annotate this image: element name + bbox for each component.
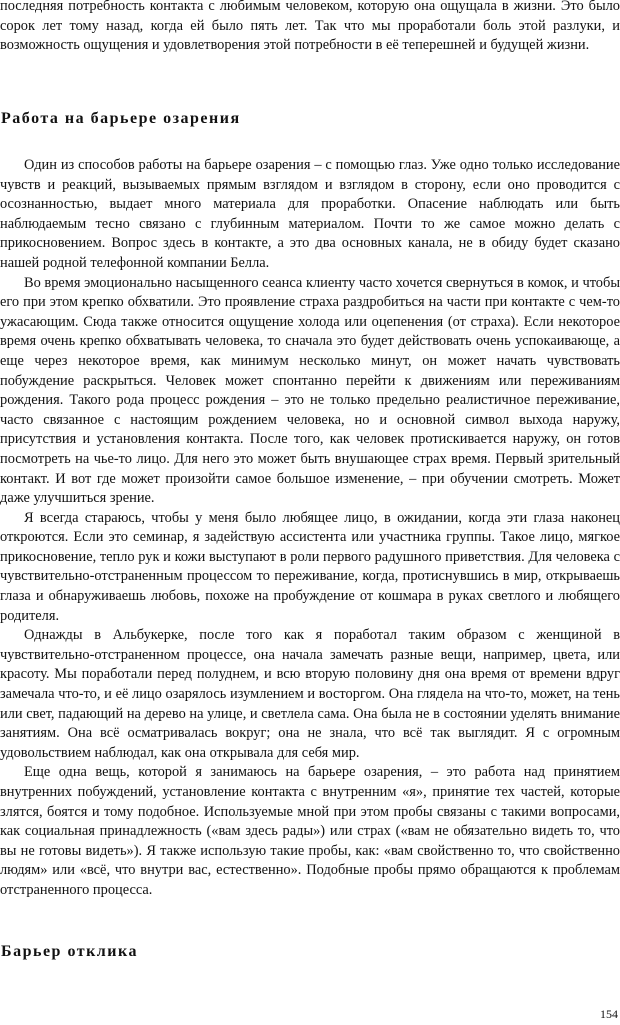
section-heading-response-barrier: Барьер отклика bbox=[1, 943, 138, 960]
body-paragraph: Еще одна вещь, которой я занимаюсь на барьере озарения, – это работа над принятием внутренних побуждений, установление контакта с внутренним «я», принятие тех частей, которые злятся, боятся и тому подобное. Используемые мной при этом пробы связаны с такими вопросами, как социальная принадлежность («вам здесь рады») или страх («вам не обязательно видеть то, что вы не готовы видеть»). Я также использую такие пробы, как: «вам свойственно то, что свойственно людям» или «всё, что внутри вас, естественно». Подобные пробы прямо обращаются к проблемам отстраненного процесса. bbox=[0, 764, 620, 898]
body-paragraph: Один из способов работы на барьере озарения – с помощью глаз. Уже одно только исследование чувств и реакций, вызываемых прямым взглядом и взглядом в сторону, если оно проводится с осознанностью, выдает много материала для проработки. Опасение наблюдать или быть наблюдаемым тесно связано с глубинным материалом. Почти то же самое можно делать с прикосновением. Вопрос здесь в контакте, а это два основных канала, не в обиду будет сказано нашей родной телефонной компании Белла. bbox=[0, 157, 620, 271]
section-body-insight-barrier bbox=[0, 156, 620, 901]
intro-text-block bbox=[0, 0, 620, 56]
body-paragraph: Я всегда стараюсь, чтобы у меня было любящее лицо, в ожидании, когда эти глаза наконец откроются. Если это семинар, я задействую ассистента или участника группы. Такое лицо, мягкое прикосновение, тепло рук и кожи выступают в роли первого радушного приветствия. Для человека с чувствительно-отстраненным процессом то переживание, когда, протиснувшись в мир, открываешь глаза и обнаруживаешь любовь, похоже на пробуждение от кошмара в руках светлого и любящего родителя. bbox=[0, 509, 620, 624]
page-number: 154 bbox=[600, 1007, 618, 1021]
section-heading-insight-barrier: Работа на барьере озарения bbox=[1, 110, 241, 127]
body-paragraph: Однажды в Альбукерке, после того как я поработал таким образом с женщиной в чувствительно-отстраненном процессе, она начала замечать разные вещи, например, цвета, или красоту. Мы поработали перед полуднем, и всю вторую половину дня она время от времени вдруг замечала что-то, и её лицо озарялось изумлением и восторгом. Она глядела на что-то, может, на тень или свет, падающий на дерево на улице, и светлела сама. Она была не в состоянии уделять внимание занятиям. Она всё осматривалась вокруг; она не знала, что всё так выглядит. Я с огромным удовольствием наблюдал, как она открывала для себя мир. bbox=[0, 627, 620, 761]
body-paragraph: Во время эмоционально насыщенного сеанса клиенту часто хочется свернуться в комок, и чтобы его при этом крепко обхватили. Это проявление страха раздробиться на части при контакте с чем-то ужасающим. Сюда также относится ощущение холода или оцепенения (от страха). Если некоторое время очень крепко обхватывать человека, то сначала это будет действовать очень успокаивающе, а еще через некоторое время, как минимум несколько минут, он может начать чувствовать побуждение раскрыться. Человек может спонтанно перейти к движениям или переживаниям рождения. Такого рода процесс рождения – это не только предельно реалистичное переживание, часто связанное с настоящим рождением человека, но и основной символ выхода наружу, присутствия и установления контакта. После того, как человек протискивается наружу, он готов посмотреть на чье-то лицо. Для него это может быть внушающее страх время. Первый зрительный контакт. И вот где может произойти самое большое изменение, – при обучении смотреть. Может даже улучшиться зрение. bbox=[0, 274, 620, 507]
intro-paragraph: последняя потребность контакта с любимым человеком, которую она ощущала в жизни. Это было сорок лет тому назад, когда ей было пять лет. Так что мы проработали боль этой разлуки, и возможность ощущения и удовлетворения этой потребности в её теперешней и будущей жизни. bbox=[0, 0, 620, 54]
